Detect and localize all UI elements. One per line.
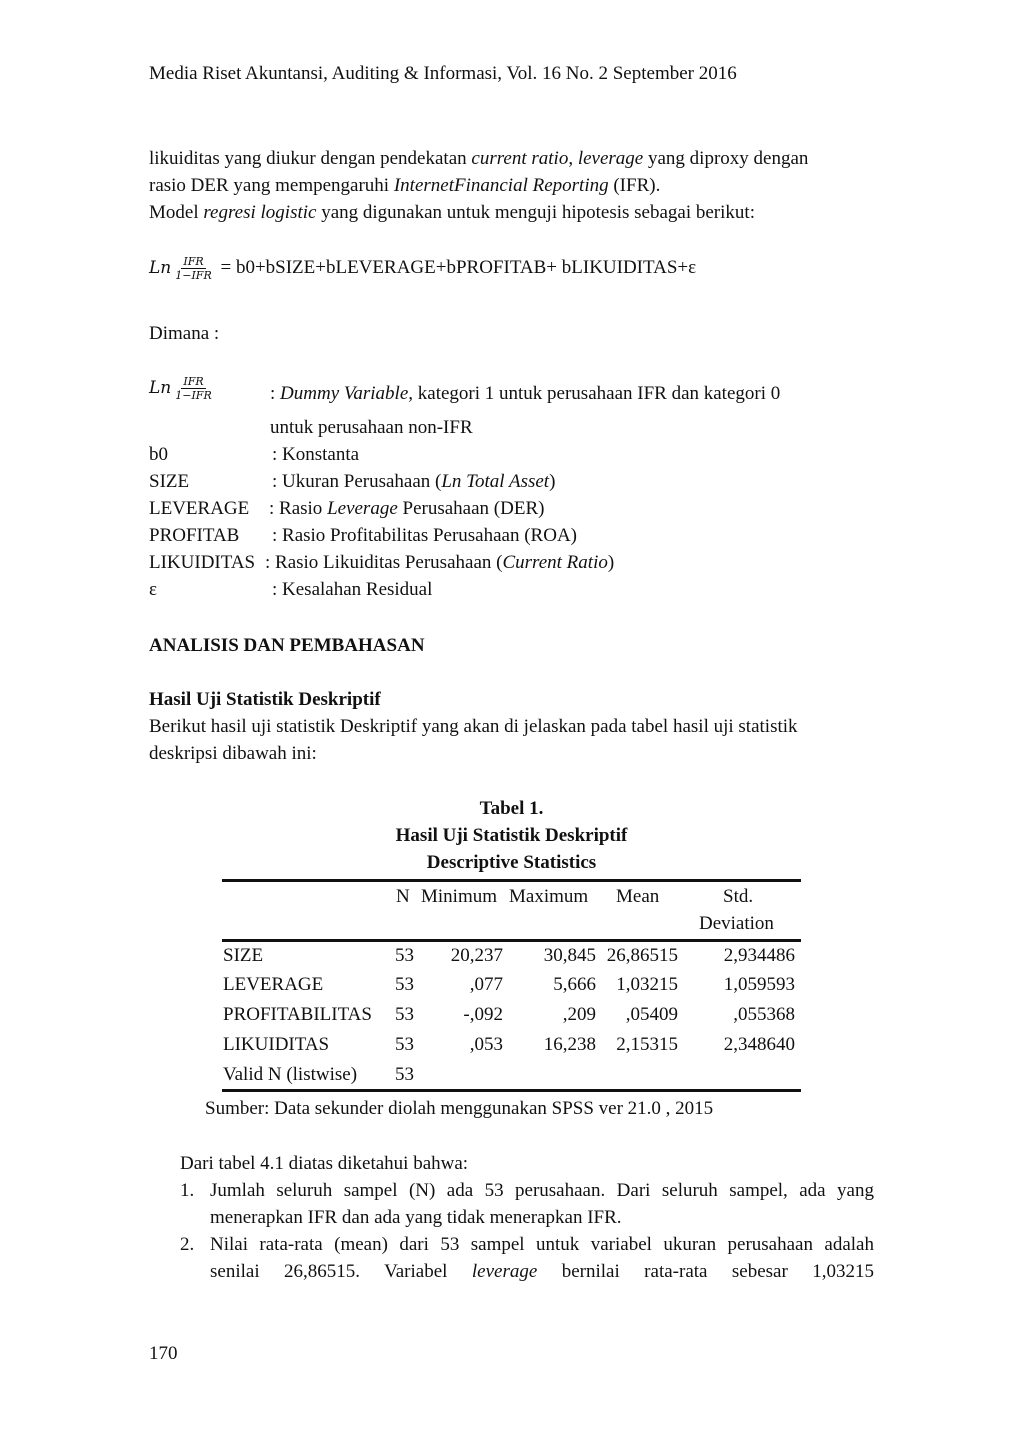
list-text-line: Nilai rata-rata (mean) dari 53 sampel untuk variabel ukuran perusahaan adalah xyxy=(210,1234,874,1255)
row-label: LEVERAGE xyxy=(223,974,324,995)
def-value xyxy=(265,549,614,576)
def-key: LEVERAGE xyxy=(149,498,250,519)
definition-fraction xyxy=(173,375,213,402)
row-n: 53 xyxy=(395,1034,414,1055)
table-caption-title: Hasil Uji Statistik Deskriptif xyxy=(395,825,628,846)
row-min: 20,237 xyxy=(450,945,503,966)
list-text-line: menerapkan IFR dan ada yang tidak menerapkan IFR. xyxy=(210,1207,622,1228)
table-caption-subtitle: Descriptive Statistics xyxy=(426,852,597,873)
table-caption-number: Tabel 1. xyxy=(479,798,544,819)
fraction-numerator: IFR xyxy=(183,255,204,269)
row-mean: 2,15315 xyxy=(616,1034,678,1055)
table-header-std: Std. xyxy=(723,886,754,907)
list-text-line xyxy=(210,1258,874,1285)
intro-text: likuiditas yang diukur dengan pendekatan xyxy=(149,148,472,169)
intro-italic-leverage: leverage xyxy=(577,148,644,169)
page-number: 170 xyxy=(149,1343,178,1364)
table-header-deviation: Deviation xyxy=(699,913,774,934)
row-min: -,092 xyxy=(463,1004,503,1025)
row-max: 5,666 xyxy=(553,974,596,995)
intro-line-3 xyxy=(149,199,874,226)
intro-italic-current-ratio: current ratio xyxy=(471,148,569,169)
row-min: ,053 xyxy=(469,1034,503,1055)
table-bottom-rule xyxy=(222,1089,801,1092)
dimana-label: Dimana : xyxy=(149,323,220,344)
def-italic: Leverage xyxy=(327,498,398,519)
equation-rhs: = b0+bSIZE+bLEVERAGE+bPROFITAB+ bLIKUIDITAS+ε xyxy=(220,257,697,278)
def-value xyxy=(272,468,555,495)
list-number: 2. xyxy=(180,1234,195,1255)
table-source: Sumber: Data sekunder diolah menggunakan SPSS ver 21.0 , 2015 xyxy=(205,1098,714,1119)
definition-ln-cont: untuk perusahaan non-IFR xyxy=(270,417,473,438)
def-value: : Rasio Profitabilitas Perusahaan (ROA) xyxy=(272,525,578,546)
section-title: ANALISIS DAN PEMBAHASAN xyxy=(149,635,425,656)
equation-fraction xyxy=(173,255,213,282)
subsection-title: Hasil Uji Statistik Deskriptif xyxy=(149,689,381,710)
def-italic: Current Ratio xyxy=(502,552,608,573)
row-sd: 1,059593 xyxy=(723,974,795,995)
row-min: ,077 xyxy=(469,974,503,995)
fraction-denominator: 1−IFR xyxy=(175,269,212,283)
intro-italic-ifr: InternetFinancial Reporting xyxy=(393,175,609,196)
def-text: : xyxy=(270,383,281,404)
table-header-n: N xyxy=(396,886,410,907)
def-text: : Rasio xyxy=(269,498,328,519)
def-text: : Ukuran Perusahaan ( xyxy=(272,471,442,492)
row-max: 16,238 xyxy=(543,1034,596,1055)
intro-text: Model xyxy=(149,202,204,223)
subsection-para-line-1: Berikut hasil uji statistik Deskriptif yang akan di jelaskan pada tabel hasil uji statistik xyxy=(149,716,798,737)
intro-italic-regresi: regresi logistic xyxy=(203,202,317,223)
intro-text: yang digunakan untuk menguji hipotesis sebagai berikut: xyxy=(316,202,755,223)
list-text: bernilai rata-rata sebesar 1,03215 xyxy=(537,1261,874,1282)
def-italic: Ln Total Asset xyxy=(441,471,550,492)
regression-equation xyxy=(149,254,696,282)
list-number: 1. xyxy=(180,1180,195,1201)
intro-line-2 xyxy=(149,172,874,199)
definition-ln-value xyxy=(270,380,780,407)
def-key: PROFITAB xyxy=(149,525,240,546)
row-sd: 2,934486 xyxy=(723,945,795,966)
row-n: 53 xyxy=(395,1004,414,1025)
definition-ln: Ln xyxy=(149,378,172,398)
row-label: SIZE xyxy=(223,945,264,966)
def-text: ) xyxy=(607,552,615,573)
row-max: ,209 xyxy=(562,1004,596,1025)
intro-text: rasio DER yang mempengaruhi xyxy=(149,175,394,196)
row-label: Valid N (listwise) xyxy=(223,1064,358,1085)
row-mean: 1,03215 xyxy=(616,974,678,995)
row-n: 53 xyxy=(395,974,414,995)
row-n: 53 xyxy=(395,1064,414,1085)
def-text: ) xyxy=(549,471,556,492)
def-key: ε xyxy=(149,579,157,600)
def-value xyxy=(269,495,544,522)
running-header: Media Riset Akuntansi, Auditing & Informasi, Vol. 16 No. 2 September 2016 xyxy=(149,63,737,84)
row-n: 53 xyxy=(395,945,414,966)
intro-text: yang diproxy dengan xyxy=(643,148,809,169)
row-mean: ,05409 xyxy=(625,1004,678,1025)
def-text: Perusahaan (DER) xyxy=(397,498,545,519)
equation-ln: Ln xyxy=(149,258,172,278)
row-label: PROFITABILITAS xyxy=(223,1004,372,1025)
def-key: LIKUIDITAS xyxy=(149,552,256,573)
row-sd: 2,348640 xyxy=(723,1034,795,1055)
def-key: b0 xyxy=(149,444,168,465)
def-value: : Kesalahan Residual xyxy=(272,579,433,600)
intro-text: (IFR). xyxy=(608,175,661,196)
def-italic-dummy: Dummy Variable, xyxy=(280,383,414,404)
def-text: kategori 1 untuk perusahaan IFR dan kategori 0 xyxy=(413,383,781,404)
table-top-rule xyxy=(222,879,801,882)
table-header-minimum: Minimum xyxy=(421,886,498,907)
fraction-numerator: IFR xyxy=(183,375,204,389)
row-max: 30,845 xyxy=(543,945,596,966)
after-table-text: Dari tabel 4.1 diatas diketahui bahwa: xyxy=(180,1153,469,1174)
list-italic-leverage: leverage xyxy=(471,1261,538,1282)
subsection-para-line-2: deskripsi dibawah ini: xyxy=(149,743,317,764)
row-label: LIKUIDITAS xyxy=(223,1034,330,1055)
def-value: : Konstanta xyxy=(272,444,360,465)
row-mean: 26,86515 xyxy=(606,945,678,966)
list-text-line: Jumlah seluruh sampel (N) ada 53 perusahaan. Dari seluruh sampel, ada yang xyxy=(210,1180,874,1201)
row-sd: ,055368 xyxy=(733,1004,795,1025)
definition-ln-key xyxy=(149,374,216,402)
list-text: senilai 26,86515. Variabel xyxy=(210,1261,472,1282)
intro-line-1 xyxy=(149,145,874,172)
def-text: : Rasio Likuiditas Perusahaan ( xyxy=(265,552,503,573)
def-key: SIZE xyxy=(149,471,190,492)
table-header-maximum: Maximum xyxy=(509,886,589,907)
table-header-mean: Mean xyxy=(616,886,660,907)
intro-text: , xyxy=(568,148,578,169)
fraction-denominator: 1−IFR xyxy=(175,389,212,403)
